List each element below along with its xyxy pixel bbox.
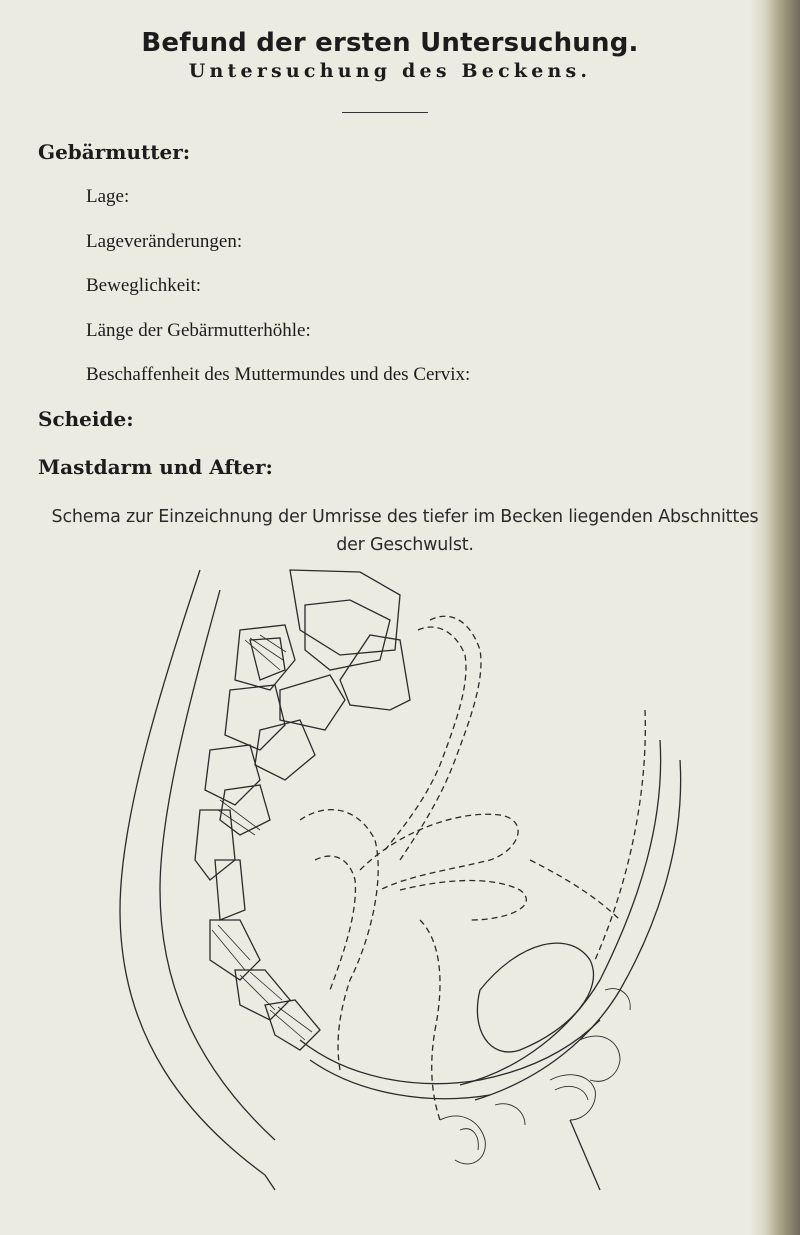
dashed-loop-left bbox=[300, 810, 378, 1070]
diagram-caption-line-1: Schema zur Einzeichnung der Umrisse des tiefer im Becken liegenden Abschnittes bbox=[51, 507, 759, 527]
genital-hatching bbox=[440, 989, 630, 1164]
pubic-bone-inner bbox=[475, 760, 681, 1100]
pelvis-outline bbox=[120, 570, 265, 1175]
dashed-contour-upper-inner bbox=[385, 627, 466, 850]
section-heading-vagina: Scheide: bbox=[38, 407, 134, 431]
page-subtitle: Untersuchung des Beckens. bbox=[188, 60, 592, 82]
section-heading-rectum: Mastdarm und After: bbox=[38, 455, 273, 479]
pelvis-schema-diagram bbox=[100, 560, 720, 1200]
dashed-lower-right bbox=[530, 860, 620, 920]
dashed-loop-right-2 bbox=[400, 881, 526, 920]
pubic-bone bbox=[460, 740, 661, 1085]
bladder-oval bbox=[477, 943, 593, 1052]
field-mobility: Beweglichkeit: bbox=[86, 275, 202, 296]
dashed-loop-left-inner bbox=[315, 856, 355, 990]
thigh-line-right bbox=[570, 1120, 600, 1190]
field-position: Lage: bbox=[86, 186, 130, 207]
perineum-curve bbox=[300, 1020, 600, 1084]
thigh-line-left bbox=[265, 1175, 275, 1190]
dashed-contour-upper bbox=[400, 616, 481, 860]
divider bbox=[342, 112, 428, 113]
dashed-loop-lower bbox=[420, 920, 440, 1120]
field-displacements: Lageveränderungen: bbox=[86, 231, 243, 252]
dashed-loop-right bbox=[360, 814, 518, 890]
section-heading-uterus: Gebärmutter: bbox=[38, 140, 191, 164]
page-edge bbox=[750, 0, 800, 1235]
field-cavity-length: Länge der Gebärmutterhöhle: bbox=[86, 320, 311, 341]
page-title: Befund der ersten Untersuchung. bbox=[141, 28, 639, 58]
diagram-caption-line-2: der Geschwulst. bbox=[336, 535, 474, 555]
perineum-curve-inner bbox=[310, 1060, 490, 1099]
field-cervix-condition: Beschaffenheit des Muttermundes und des Cervix: bbox=[86, 364, 471, 385]
spine-vertebrae bbox=[195, 570, 410, 1050]
dashed-pubic bbox=[595, 710, 645, 960]
spine-hatching bbox=[212, 635, 312, 1040]
